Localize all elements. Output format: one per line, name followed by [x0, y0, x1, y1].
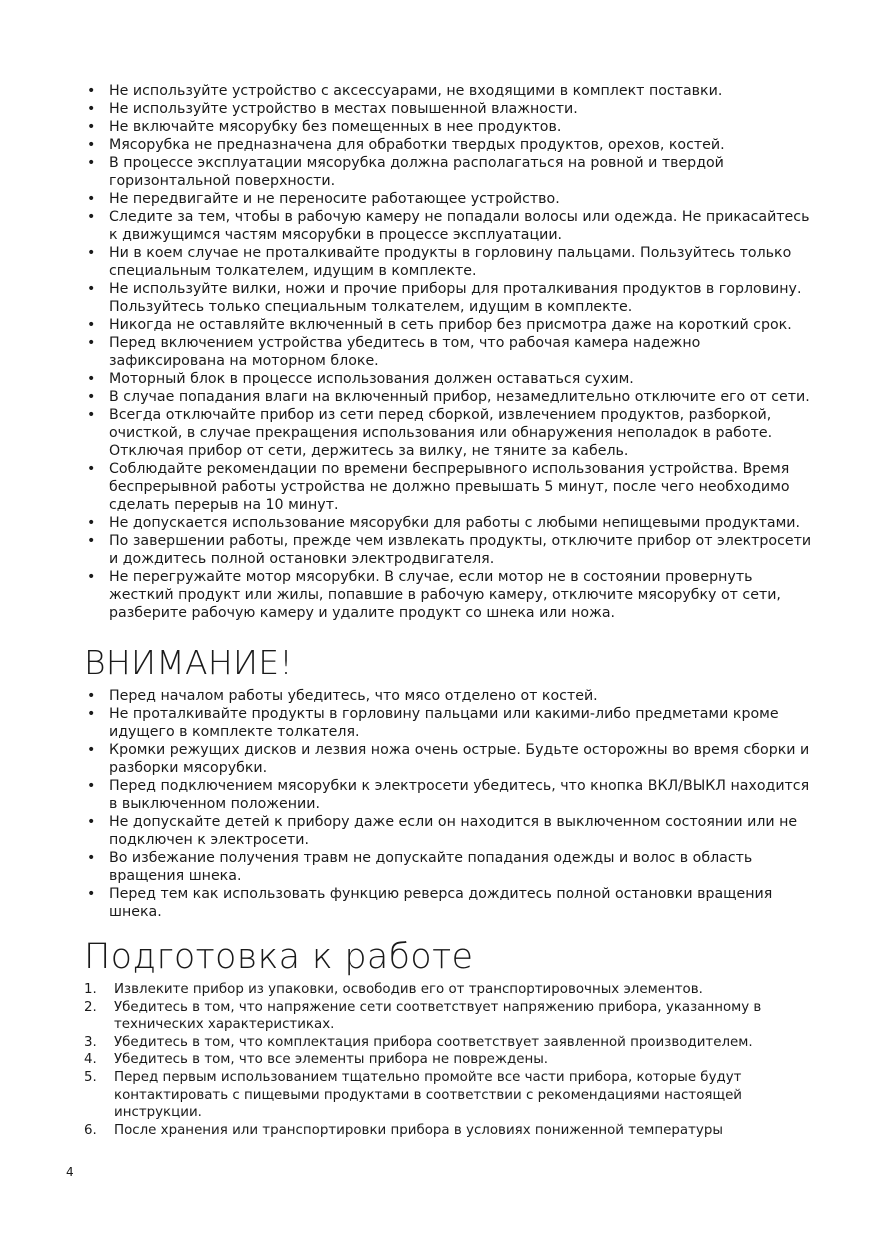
list-item: • Во избежание получения травм не допускайте попадания одежды и волос в область вращения шнека. — [84, 849, 812, 885]
list-item: • Никогда не оставляйте включенный в сеть прибор без присмотра даже на короткий срок. — [84, 316, 812, 334]
step-number: 1. — [84, 982, 97, 997]
step-item — [84, 1069, 812, 1122]
list-item: • Не допускается использование мясорубки для работы с любыми непищевыми продуктами. — [84, 514, 812, 532]
step-number: 4. — [84, 1052, 97, 1068]
list-item: • В процессе эксплуатации мясорубка должна располагаться на ровной и твердой горизонтальной поверхности. — [84, 154, 812, 190]
list-item: • Ни в коем случае не проталкивайте продукты в горловину пальцами. Пользуйтесь только специальным толкателем, идущим в комплекте. — [84, 244, 812, 280]
list-item: • Не передвигайте и не переносите работающее устройство. — [84, 190, 812, 208]
list-item: • Кромки режущих дисков и лезвия ножа очень острые. Будьте осторожны во время сборки и разборки мясорубки. — [84, 741, 812, 777]
list-item: • Перед включением устройства убедитесь в том, что рабочая камера надежно зафиксирована на моторном блоке. — [84, 334, 812, 370]
preparation-steps — [84, 981, 812, 1139]
safety-list — [84, 82, 812, 622]
list-item: • Мясорубка не предназначена для обработки твердых продуктов, орехов, костей. — [84, 136, 812, 154]
step-item — [84, 981, 812, 999]
list-item: • Не проталкивайте продукты в горловину пальцами или какими-либо предметами кроме идущего в комплекте толкателя. — [84, 705, 812, 741]
page-number: 4 — [66, 1165, 74, 1179]
list-item: • Не используйте устройство в местах повышенной влажности. — [84, 100, 812, 118]
step-item — [84, 1034, 812, 1052]
attention-list — [84, 687, 812, 921]
step-number: 6. — [84, 1122, 97, 1138]
list-item: • Перед тем как использовать функцию реверса дождитесь полной остановки вращения шнека. — [84, 885, 812, 921]
list-item: • Перед подключением мясорубки к электросети убедитесь, что кнопка ВКЛ/ВЫКЛ находится в выключенном положении. — [84, 777, 812, 813]
list-item: • Перед началом работы убедитесь, что мясо отделено от костей. — [84, 687, 812, 705]
preparation-heading: Подготовка к работе — [84, 937, 474, 977]
step-item — [84, 1122, 812, 1140]
step-text: Убедитесь в том, что все элементы прибора не повреждены. — [114, 1052, 549, 1068]
step-number: 3. — [84, 1034, 97, 1050]
attention-heading: ВНИМАНИЕ! — [84, 643, 293, 682]
list-item: • Моторный блок в процессе использования должен оставаться сухим. — [84, 370, 812, 388]
list-item: • Не используйте устройство с аксессуарами, не входящими в комплект поставки. — [84, 82, 812, 100]
list-item: • В случае попадания влаги на включенный прибор, незамедлительно отключите его от сети. — [84, 388, 812, 406]
step-number: 2. — [84, 999, 97, 1015]
list-item: • Не перегружайте мотор мясорубки. В случае, если мотор не в состоянии провернуть жесткий продукт или жилы, попавшие в рабочую камеру, отключите мясорубку от сети, разберите рабочую камеру и удалите продукт со шнека или ножа. — [84, 568, 812, 622]
list-item: • Не включайте мясорубку без помещенных в нее продуктов. — [84, 118, 812, 136]
step-text: Убедитесь в том, что напряжение сети соответствует напряжению прибора, указанному в технических характеристиках. — [114, 999, 762, 1033]
step-item — [84, 1051, 812, 1069]
list-item: • Не допускайте детей к прибору даже если он находится в выключенном состоянии или не подключен к электросети. — [84, 813, 812, 849]
list-item: • Не используйте вилки, ножи и прочие приборы для проталкивания продуктов в горловину. Пользуйтесь только специальным толкателем, идущим в комплекте. — [84, 280, 812, 316]
step-text: Извлеките прибор из упаковки, освободив его от транспортировочных элементов. — [114, 982, 703, 997]
step-item — [84, 999, 812, 1034]
list-item: • Всегда отключайте прибор из сети перед сборкой, извлечением продуктов, разборкой, очисткой, в случае прекращения использования или обнаружения неполадок в работе. Отключая прибор от сети, держитесь за вилку, не тяните за кабель. — [84, 406, 812, 460]
step-text: Перед первым использованием тщательно промойте все части прибора, которые будут контактировать с пищевыми продуктами в соответствии с рекомендациями настоящей инструкции. — [114, 1069, 743, 1121]
step-text: Убедитесь в том, что комплектация прибора соответствует заявленной производителем. — [114, 1034, 753, 1050]
list-item: • Соблюдайте рекомендации по времени беспрерывного использования устройства. Время беспрерывной работы устройства не должно превышать 5 минут, после чего необходимо сделать перерыв на 10 минут. — [84, 460, 812, 514]
list-item: • Следите за тем, чтобы в рабочую камеру не попадали волосы или одежда. Не прикасайтесь к движущимся частям мясорубки в процессе эксплуатации. — [84, 208, 812, 244]
step-text: После хранения или транспортировки прибора в условиях пониженной температуры — [114, 1122, 723, 1138]
step-number: 5. — [84, 1069, 97, 1085]
list-item: • По завершении работы, прежде чем извлекать продукты, отключите прибор от электросети и дождитесь полной остановки электродвигателя. — [84, 532, 812, 568]
